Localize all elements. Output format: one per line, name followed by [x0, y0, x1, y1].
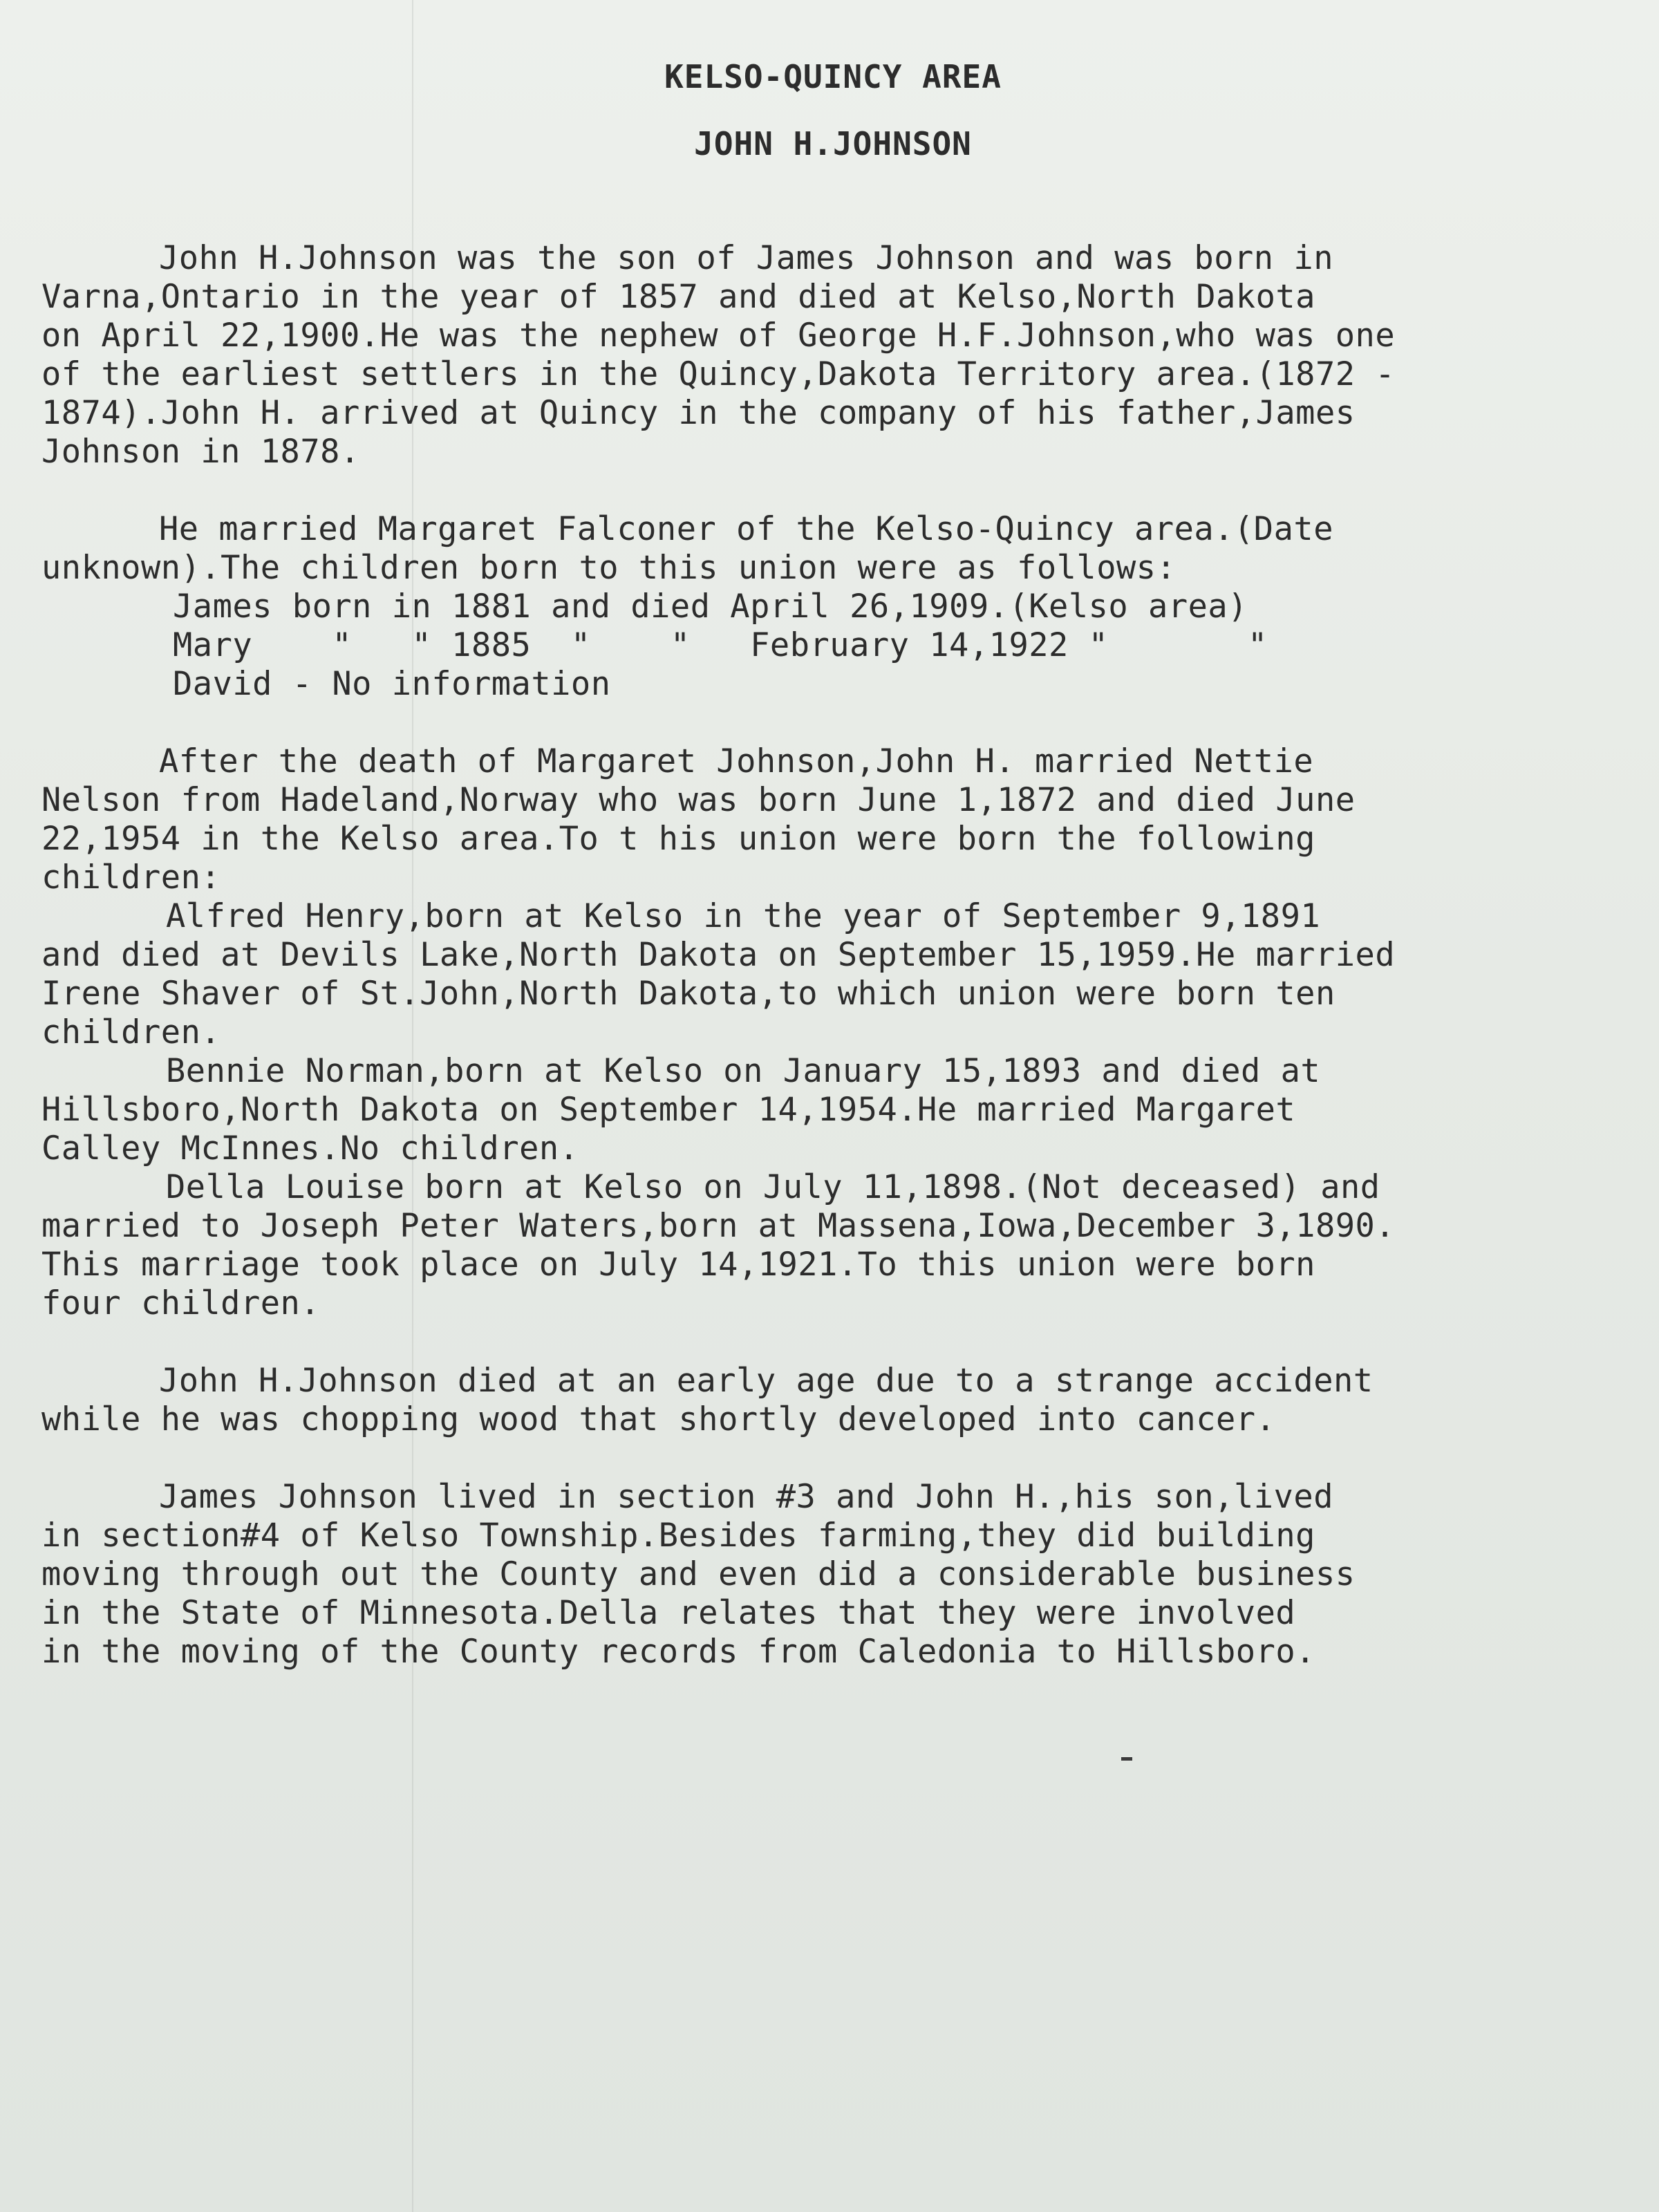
- text-line: in the State of Minnesota.Della relates that they were involved: [41, 1594, 1296, 1633]
- text-line: John H.Johnson was the son of James Johnson and was born in: [159, 239, 1333, 278]
- paragraph-origin: [41, 239, 1624, 471]
- document-body: [41, 0, 1624, 1671]
- child-list-item: Mary " " 1885 " " February 14,1922 " ": [173, 626, 1268, 665]
- stray-ink-mark: [1121, 1757, 1132, 1761]
- text-line: Nelson from Hadeland,Norway who was born June 1,1872 and died June: [41, 781, 1356, 820]
- child-entry-line: children.: [41, 1013, 221, 1052]
- text-line: in section#4 of Kelso Township.Besides farming,they did building: [41, 1517, 1315, 1555]
- paragraph-death: [41, 1362, 1624, 1439]
- text-line: 1874).John H. arrived at Quincy in the company of his father,James: [41, 394, 1356, 433]
- paragraph-second-marriage: [41, 742, 1624, 1323]
- child-entry-line: Bennie Norman,born at Kelso on January 15,1893 and died at: [166, 1052, 1321, 1091]
- text-line: in the moving of the County records from Caledonia to Hillsboro.: [41, 1633, 1315, 1671]
- text-line: 22,1954 in the Kelso area.To t his union were born the following: [41, 820, 1315, 859]
- child-entry-line: married to Joseph Peter Waters,born at Massena,Iowa,December 3,1890.: [41, 1207, 1396, 1246]
- child-entry-line: Alfred Henry,born at Kelso in the year of September 9,1891: [166, 897, 1321, 936]
- child-entry-line: and died at Devils Lake,North Dakota on September 15,1959.He married: [41, 936, 1396, 975]
- child-entry-line: This marriage took place on July 14,1921.To this union were born: [41, 1246, 1315, 1284]
- child-list-item: David - No information: [173, 665, 611, 704]
- area-heading: KELSO-QUINCY AREA: [664, 58, 1002, 95]
- person-heading: JOHN H.JOHNSON: [694, 125, 972, 163]
- text-line: while he was chopping wood that shortly developed into cancer.: [41, 1400, 1276, 1439]
- child-list-item: James born in 1881 and died April 26,1909.(Kelso area): [173, 588, 1248, 626]
- text-line: children:: [41, 859, 221, 897]
- child-entry-line: Hillsboro,North Dakota on September 14,1954.He married Margaret: [41, 1091, 1296, 1130]
- text-line: of the earliest settlers in the Quincy,Dakota Territory area.(1872 -: [41, 355, 1396, 394]
- text-line: unknown).The children born to this union were as follows:: [41, 549, 1177, 588]
- text-line: He married Margaret Falconer of the Kelso-Quincy area.(Date: [159, 510, 1333, 549]
- text-line: James Johnson lived in section #3 and John H.,his son,lived: [159, 1478, 1333, 1517]
- child-entry-line: Della Louise born at Kelso on July 11,1898.(Not deceased) and: [166, 1168, 1380, 1207]
- child-entry-line: Irene Shaver of St.John,North Dakota,to which union were born ten: [41, 975, 1335, 1013]
- text-line: moving through out the County and even did a considerable business: [41, 1555, 1356, 1594]
- text-line: Varna,Ontario in the year of 1857 and died at Kelso,North Dakota: [41, 278, 1315, 317]
- text-line: on April 22,1900.He was the nephew of George H.F.Johnson,who was one: [41, 317, 1396, 355]
- child-entry-line: four children.: [41, 1284, 321, 1323]
- paragraph-occupation: [41, 1478, 1624, 1671]
- text-line: John H.Johnson died at an early age due to a strange accident: [159, 1362, 1374, 1400]
- text-line: Johnson in 1878.: [41, 433, 360, 471]
- text-line: After the death of Margaret Johnson,John H. married Nettie: [159, 742, 1314, 781]
- paragraph-first-marriage: [41, 510, 1624, 704]
- child-entry-line: Calley McInnes.No children.: [41, 1130, 579, 1168]
